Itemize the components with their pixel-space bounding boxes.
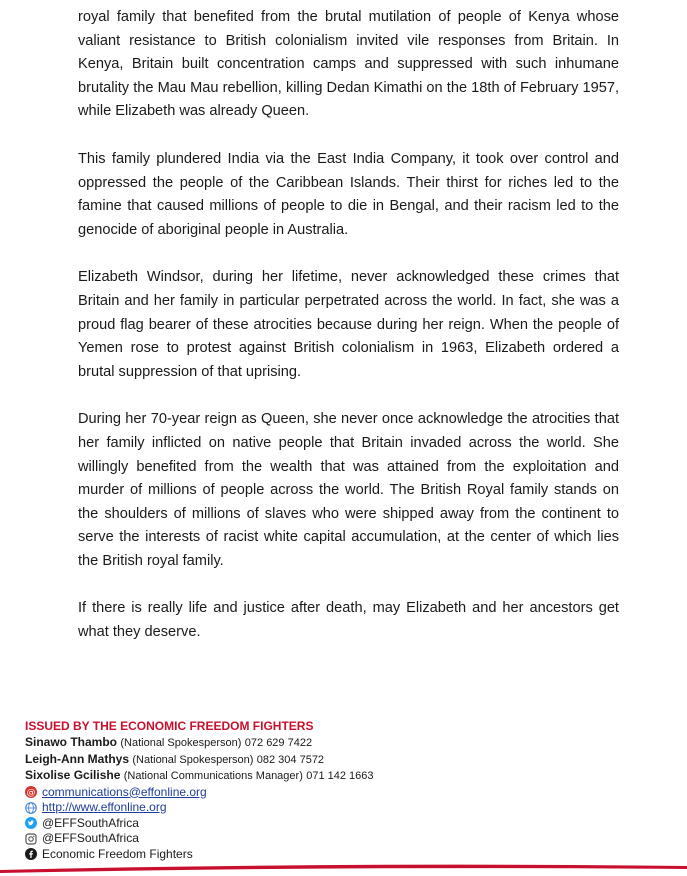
svg-text:@: @: [26, 788, 36, 799]
statement-footer: [25, 718, 665, 862]
instagram-contact: [25, 831, 665, 847]
person-phone: 071 142 1663: [306, 770, 374, 782]
contact-person: [25, 752, 665, 769]
person-role: (National Spokesperson): [132, 753, 254, 766]
website-link[interactable]: http://www.effonline.org: [42, 800, 167, 814]
twitter-contact: [25, 816, 665, 832]
facebook-page[interactable]: Economic Freedom Fighters: [42, 846, 193, 861]
person-phone: 072 629 7422: [244, 737, 313, 749]
paragraph-india: This family plundered India via the East India Company, it took over control and oppressed the people of the Caribbean Islands. Their thirst for riches led to the famine that caused millions of people to die in Bengal, and their racism led to the genocide of aboriginal people in Australia.: [78, 150, 619, 238]
person-role: (National Spokesperson): [120, 737, 242, 749]
instagram-handle[interactable]: @EFFSouthAfrica: [42, 831, 139, 845]
paragraph-kenya: royal family that benefited from the brutal mutilation of people of Kenya whose valiant resistance to British colonialism invited vile responses from Britain. In Kenya, Britain built concentration camps and suppressed with such inhumane brutality the Mau Mau rebellion, killing Dedan Kimathi on the 18th of February 1957, while Elizabeth was already Queen.: [78, 9, 619, 120]
person-name: Sixolise Gcilishe: [25, 768, 121, 782]
twitter-icon: [25, 817, 37, 829]
paragraph-elizabeth-windsor: Elizabeth Windsor, during her lifetime, never acknowledged these crimes that Britain and her family in particular perpetrated across the world. In fact, she was a proud flag bearer of these atrocities because during her reign. When the people of Yemen rose to protest against British colonialism in 1963, Elizabeth ordered a brutal suppression of that uprising.: [78, 269, 619, 380]
contact-person: [25, 735, 665, 752]
press-statement-body: [78, 6, 619, 669]
person-phone: 082 304 7572: [256, 753, 325, 766]
issued-by-heading: ISSUED BY THE ECONOMIC FREEDOM FIGHTERS: [25, 719, 314, 733]
paragraph-closing: If there is really life and justice after death, may Elizabeth and her ancestors get what they deserve.: [78, 600, 619, 641]
person-name: Leigh-Ann Mathys: [25, 751, 129, 766]
email-link[interactable]: communications@effonline.org: [42, 784, 207, 799]
person-name: Sinawo Thambo: [25, 735, 118, 749]
person-role: (National Communications Manager): [123, 770, 303, 782]
paragraph-70-year-reign: During her 70-year reign as Queen, she never once acknowledge the atrocities that her family inflicted on native people that Britain invaded across the world. She willingly benefited from the wealth that was attained from the exploitation and murder of millions of people across the world. The British Royal family stands on the shoulders of millions of slaves who were shipped away from the continent to serve the interests of racist white capital accumulation, at the center of which lies the British royal family.: [78, 411, 619, 569]
instagram-icon: [25, 833, 37, 845]
footer-red-swoosh: [0, 860, 687, 876]
contact-person: [25, 768, 665, 785]
website-contact: [25, 800, 665, 816]
twitter-handle[interactable]: @EFFSouthAfrica: [42, 815, 139, 830]
facebook-icon: [25, 848, 37, 860]
globe-icon: [25, 802, 37, 814]
email-contact: [25, 785, 665, 801]
email-icon: [25, 786, 37, 798]
